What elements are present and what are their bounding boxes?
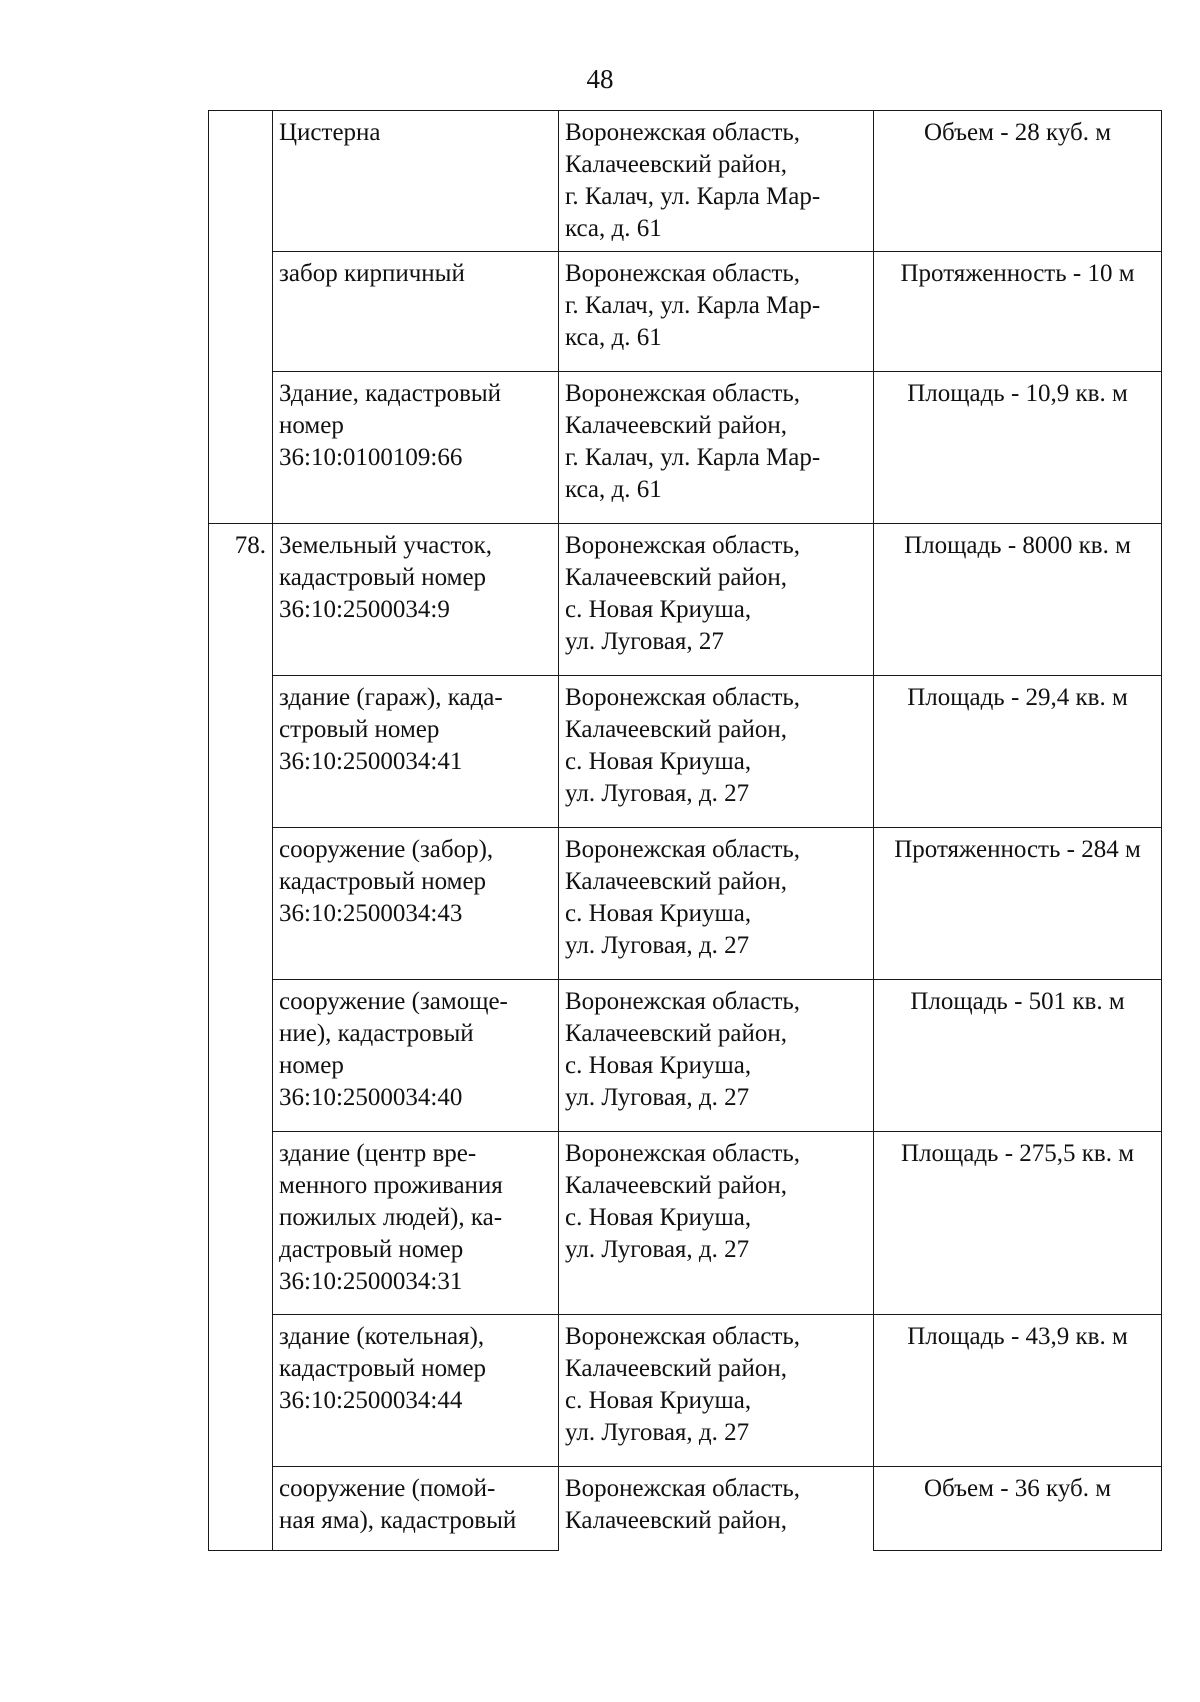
address-cell: [559, 1467, 874, 1551]
object-name-line: 36:10:2500034:31: [279, 1268, 463, 1295]
address-line: с. Новая Криуша,: [565, 748, 752, 775]
address-line: ул. Луговая, д. 27: [565, 932, 750, 959]
object-name-cell: [273, 676, 559, 828]
object-name-cell: [273, 980, 559, 1132]
table-row: [209, 524, 1162, 676]
address-line: ул. Луговая, д. 27: [565, 780, 750, 807]
address-line: Калачеевский район,: [565, 412, 788, 439]
address-line: Калачеевский район,: [565, 1355, 788, 1382]
address-line: Калачеевский район,: [565, 151, 788, 178]
object-name-line: забор кирпичный: [279, 260, 465, 287]
address-line: Воронежская область,: [565, 532, 801, 559]
object-name-cell: [273, 372, 559, 524]
table-row: [209, 676, 1162, 828]
table-row: [209, 252, 1162, 372]
page-number: 48: [586, 64, 614, 94]
object-name-cell: [273, 524, 559, 676]
address-line: Воронежская область,: [565, 1323, 801, 1350]
address-line: с. Новая Криуша,: [565, 900, 752, 927]
address-line: с. Новая Криуша,: [565, 1204, 752, 1231]
object-name-line: дастровый номер: [279, 1236, 464, 1263]
characteristic-cell: Протяженность - 284 м: [874, 828, 1162, 980]
object-name-cell: [273, 252, 559, 372]
object-name-cell: [273, 828, 559, 980]
table-row: [209, 1315, 1162, 1467]
address-cell: [559, 372, 874, 524]
address-line: Калачеевский район,: [565, 1507, 788, 1534]
characteristic-cell: Площадь - 501 кв. м: [874, 980, 1162, 1132]
address-line: Калачеевский район,: [565, 1172, 788, 1199]
address-cell: [559, 252, 874, 372]
address-line: Калачеевский район,: [565, 868, 788, 895]
table-row: [209, 1132, 1162, 1315]
object-name-line: кадастровый номер: [279, 564, 487, 591]
object-name-cell: [273, 1315, 559, 1467]
address-line: кса, д. 61: [565, 324, 662, 351]
row-number-cell: [209, 676, 273, 828]
object-name-line: Земельный участок,: [279, 532, 492, 559]
object-name-line: 36:10:0100109:66: [279, 444, 463, 471]
address-line: ул. Луговая, д. 27: [565, 1419, 750, 1446]
address-line: г. Калач, ул. Карла Мар-: [565, 444, 821, 471]
object-name-line: сооружение (помой-: [279, 1475, 496, 1502]
address-line: Воронежская область,: [565, 836, 801, 863]
object-name-line: Цистерна: [279, 119, 381, 146]
address-line: Воронежская область,: [565, 988, 801, 1015]
address-line: г. Калач, ул. Карла Мар-: [565, 183, 821, 210]
object-name-line: сооружение (забор),: [279, 836, 494, 863]
address-line: кса, д. 61: [565, 215, 662, 242]
object-name-line: пожилых людей), ка-: [279, 1204, 503, 1231]
object-name-line: номер: [279, 1052, 344, 1079]
object-name-line: 36:10:2500034:40: [279, 1084, 463, 1111]
row-number-cell: [209, 372, 273, 524]
characteristic-cell: Протяженность - 10 м: [874, 252, 1162, 372]
object-name-line: ная яма), кадастровый: [279, 1507, 517, 1534]
table-row: [209, 828, 1162, 980]
object-name-line: здание (центр вре-: [279, 1140, 477, 1167]
row-number-cell: [209, 1132, 273, 1315]
row-number-cell: [209, 1315, 273, 1467]
characteristic-cell: Площадь - 29,4 кв. м: [874, 676, 1162, 828]
address-cell: [559, 1132, 874, 1315]
object-name-line: кадастровый номер: [279, 868, 487, 895]
address-line: с. Новая Криуша,: [565, 1387, 752, 1414]
object-name-line: здание (котельная),: [279, 1323, 485, 1350]
address-line: Калачеевский район,: [565, 564, 788, 591]
characteristic-cell: Площадь - 43,9 кв. м: [874, 1315, 1162, 1467]
characteristic-cell: Объем - 28 куб. м: [874, 111, 1162, 252]
address-cell: [559, 676, 874, 828]
characteristic-cell: Объем - 36 куб. м: [874, 1467, 1162, 1551]
address-cell: [559, 980, 874, 1132]
row-number-cell: [209, 1467, 273, 1551]
address-cell: [559, 828, 874, 980]
object-name-line: Здание, кадастровый: [279, 380, 502, 407]
address-line: Воронежская область,: [565, 380, 801, 407]
object-name-line: кадастровый номер: [279, 1355, 487, 1382]
address-line: ул. Луговая, д. 27: [565, 1084, 750, 1111]
row-number-cell: 78.: [209, 524, 273, 676]
address-line: ул. Луговая, д. 27: [565, 1236, 750, 1263]
object-name-line: менного проживания: [279, 1172, 503, 1199]
characteristic-cell: Площадь - 275,5 кв. м: [874, 1132, 1162, 1315]
table-row: [209, 1467, 1162, 1551]
object-name-line: 36:10:2500034:9: [279, 596, 450, 623]
address-cell: [559, 1315, 874, 1467]
table-row: [209, 111, 1162, 252]
object-name-line: 36:10:2500034:44: [279, 1387, 463, 1414]
address-line: ул. Луговая, 27: [565, 628, 724, 655]
row-number-cell: [209, 828, 273, 980]
address-line: Воронежская область,: [565, 1140, 801, 1167]
address-line: Калачеевский район,: [565, 1020, 788, 1047]
object-name-line: номер: [279, 412, 344, 439]
table-row: [209, 980, 1162, 1132]
object-name-line: 36:10:2500034:43: [279, 900, 463, 927]
row-number-cell: [209, 980, 273, 1132]
object-name-cell: [273, 111, 559, 252]
address-line: с. Новая Криуша,: [565, 596, 752, 623]
address-line: г. Калач, ул. Карла Мар-: [565, 292, 821, 319]
property-registry-table: [208, 110, 1162, 1551]
row-number-cell: [209, 252, 273, 372]
characteristic-cell: Площадь - 10,9 кв. м: [874, 372, 1162, 524]
address-cell: [559, 524, 874, 676]
address-line: с. Новая Криуша,: [565, 1052, 752, 1079]
row-number-cell: [209, 111, 273, 252]
characteristic-cell: Площадь - 8000 кв. м: [874, 524, 1162, 676]
address-line: кса, д. 61: [565, 476, 662, 503]
object-name-line: сооружение (замоще-: [279, 988, 508, 1015]
object-name-line: 36:10:2500034:41: [279, 748, 463, 775]
object-name-line: здание (гараж), када-: [279, 684, 503, 711]
object-name-cell: [273, 1132, 559, 1315]
address-line: Воронежская область,: [565, 119, 801, 146]
object-name-line: стровый номер: [279, 716, 440, 743]
address-line: Воронежская область,: [565, 684, 801, 711]
address-line: Калачеевский район,: [565, 716, 788, 743]
address-cell: [559, 111, 874, 252]
object-name-cell: [273, 1467, 559, 1551]
object-name-line: ние), кадастровый: [279, 1020, 474, 1047]
table-row: [209, 372, 1162, 524]
address-line: Воронежская область,: [565, 260, 801, 287]
address-line: Воронежская область,: [565, 1475, 801, 1502]
